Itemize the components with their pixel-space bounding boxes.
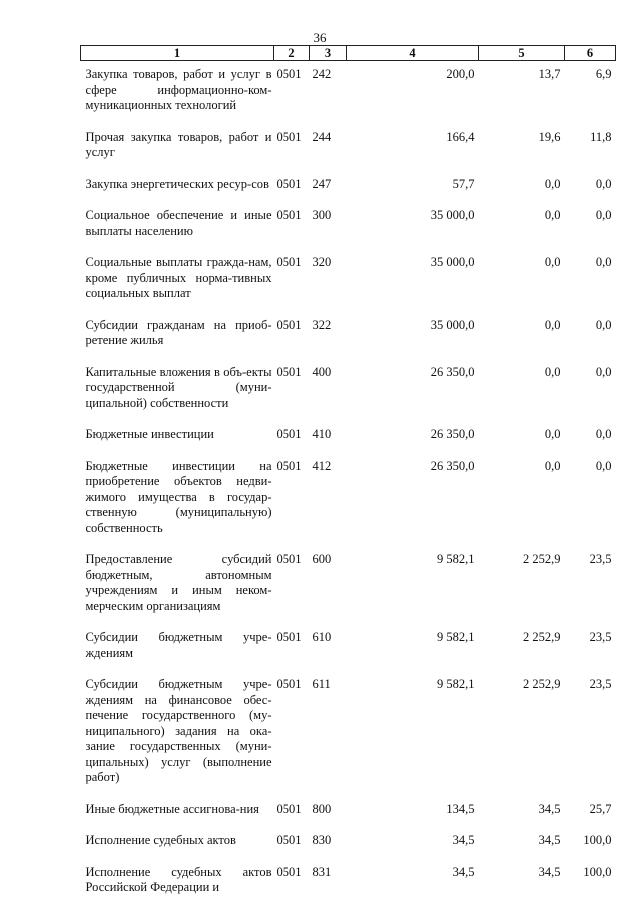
page-number: 36 [313,30,327,45]
table-body [81,61,616,912]
table-header-row [81,46,616,61]
row-name-cell: Исполнение судебных актов [85,833,236,847]
table-row [81,833,616,865]
table-row [81,61,616,130]
section-code-cell: 0501 [276,208,302,222]
table-row [81,552,616,630]
value-col-6-cell: 100,0 [583,833,612,847]
value-col-6-cell: 0,0 [595,317,612,332]
value-col-5-cell: 34,5 [538,833,561,847]
value-col-4-cell: 35 000,0 [430,255,475,269]
value-col-6-cell: 23,5 [589,677,612,691]
expense-type-code-cell: 611 [312,677,331,691]
value-col-4-cell: 35 000,0 [430,317,475,332]
value-col-4-cell: 34,5 [452,864,475,879]
section-code-cell: 0501 [276,67,302,81]
table-row [81,459,616,553]
value-col-6-cell: 23,5 [589,630,612,644]
value-col-6-cell: 0,0 [595,458,612,473]
value-col-5-cell: 13,7 [538,67,561,81]
section-code-cell: 0501 [276,255,302,269]
value-col-6-cell: 6,9 [595,67,612,81]
value-col-6-cell: 0,0 [595,255,612,269]
row-name-cell: Предоставление субсидий бюджетным, автономным учреждениям и иным неком-мерческим организациям [85,552,272,613]
expense-type-code-cell: 800 [312,801,332,816]
section-code-cell: 0501 [276,129,302,144]
value-col-4-cell: 9 582,1 [437,552,475,566]
value-col-6-cell: 25,7 [589,801,612,816]
row-name-cell: Субсидии бюджетным учре-ждениям [85,630,272,660]
value-col-4-cell: 26 350,0 [430,458,475,473]
section-code-cell: 0501 [276,864,302,879]
section-code-cell: 0501 [276,833,302,847]
value-col-5-cell: 0,0 [544,458,561,473]
value-col-4-cell: 34,5 [452,833,475,847]
section-code-cell: 0501 [276,176,302,191]
table-row [81,255,616,318]
column-header-5: 5 [479,46,565,61]
value-col-5-cell: 2 252,9 [523,677,561,691]
value-col-4-cell: 57,7 [452,176,475,191]
value-col-5-cell: 0,0 [544,208,561,222]
expense-type-code-cell: 412 [312,458,332,473]
value-col-5-cell: 2 252,9 [523,630,561,644]
row-name-cell: Исполнение судебных актов Российской Федерации и [85,864,272,894]
expense-type-code-cell: 247 [312,176,332,191]
table-row [81,865,616,912]
value-col-4-cell: 9 582,1 [437,630,475,644]
table-row [81,177,616,209]
value-col-5-cell: 0,0 [544,427,561,441]
section-code-cell: 0501 [276,677,302,691]
expense-type-code-cell: 400 [312,364,332,379]
value-col-4-cell: 134,5 [446,801,475,816]
value-col-6-cell: 0,0 [595,427,612,441]
column-header-4: 4 [347,46,479,61]
value-col-5-cell: 2 252,9 [523,552,561,566]
expense-type-code-cell: 320 [312,255,332,269]
table-row [81,130,616,177]
table-row [81,802,616,834]
row-name-cell: Прочая закупка товаров, работ и услуг [85,129,272,159]
section-code-cell: 0501 [276,630,302,644]
table-row [81,677,616,802]
section-code-cell: 0501 [276,364,302,379]
expense-type-code-cell: 831 [312,864,332,879]
value-col-5-cell: 34,5 [538,864,561,879]
value-col-6-cell: 100,0 [583,864,612,879]
expense-type-code-cell: 242 [312,67,332,81]
value-col-4-cell: 9 582,1 [437,677,475,691]
expense-type-code-cell: 410 [312,427,332,441]
row-name-cell: Социальные выплаты гражда-нам, кроме публичных норма-тивных социальных выплат [85,255,272,300]
row-name-cell: Иные бюджетные ассигнова-ния [85,801,259,816]
section-code-cell: 0501 [276,317,302,332]
table-row [81,318,616,365]
value-col-4-cell: 166,4 [446,129,475,144]
expense-type-code-cell: 830 [312,833,332,847]
column-header-3: 3 [310,46,347,61]
row-name-cell: Бюджетные инвестиции [85,427,214,441]
expense-type-code-cell: 322 [312,317,332,332]
value-col-6-cell: 0,0 [595,364,612,379]
value-col-4-cell: 26 350,0 [430,364,475,379]
expense-type-code-cell: 300 [312,208,332,222]
expense-type-code-cell: 244 [312,129,332,144]
value-col-6-cell: 0,0 [595,208,612,222]
row-name-cell: Закупка товаров, работ и услуг в сфере информационно-ком-муникационных технологий [85,67,272,112]
value-col-5-cell: 0,0 [544,364,561,379]
expense-type-code-cell: 600 [312,552,332,566]
row-name-cell: Субсидии бюджетным учре-ждениям на финансовое обес-печение государственного (му-ниципального) задания на ока-зание государственных (муни-ципальных) услуг (выполнение работ) [85,677,272,784]
value-col-6-cell: 0,0 [595,176,612,191]
section-code-cell: 0501 [276,552,302,566]
value-col-4-cell: 200,0 [446,67,475,81]
value-col-4-cell: 26 350,0 [430,427,475,441]
value-col-5-cell: 0,0 [544,317,561,332]
value-col-5-cell: 34,5 [538,801,561,816]
table-row [81,208,616,255]
expense-type-code-cell: 610 [312,630,332,644]
column-header-2: 2 [274,46,310,61]
value-col-4-cell: 35 000,0 [430,208,475,222]
column-header-6: 6 [565,46,616,61]
row-name-cell: Бюджетные инвестиции на приобретение объектов недви-жимого имущества в государ-ственную (муниципальную) собственность [85,458,272,535]
value-col-6-cell: 11,8 [590,129,612,144]
section-code-cell: 0501 [276,458,302,473]
value-col-6-cell: 23,5 [589,552,612,566]
section-code-cell: 0501 [276,427,302,441]
value-col-5-cell: 19,6 [538,129,561,144]
table-row [81,630,616,677]
table-row [81,427,616,459]
column-header-1: 1 [81,46,274,61]
row-name-cell: Закупка энергетических ресур-сов [85,176,269,191]
value-col-5-cell: 0,0 [544,255,561,269]
value-col-5-cell: 0,0 [544,176,561,191]
section-code-cell: 0501 [276,801,302,816]
row-name-cell: Капитальные вложения в объ-екты государственной (муни-ципальной) собственности [85,364,272,410]
row-name-cell: Субсидии гражданам на приоб-ретение жилья [85,317,272,347]
table-row [81,365,616,428]
budget-table [80,45,616,912]
row-name-cell: Социальное обеспечение и иные выплаты населению [85,208,272,238]
